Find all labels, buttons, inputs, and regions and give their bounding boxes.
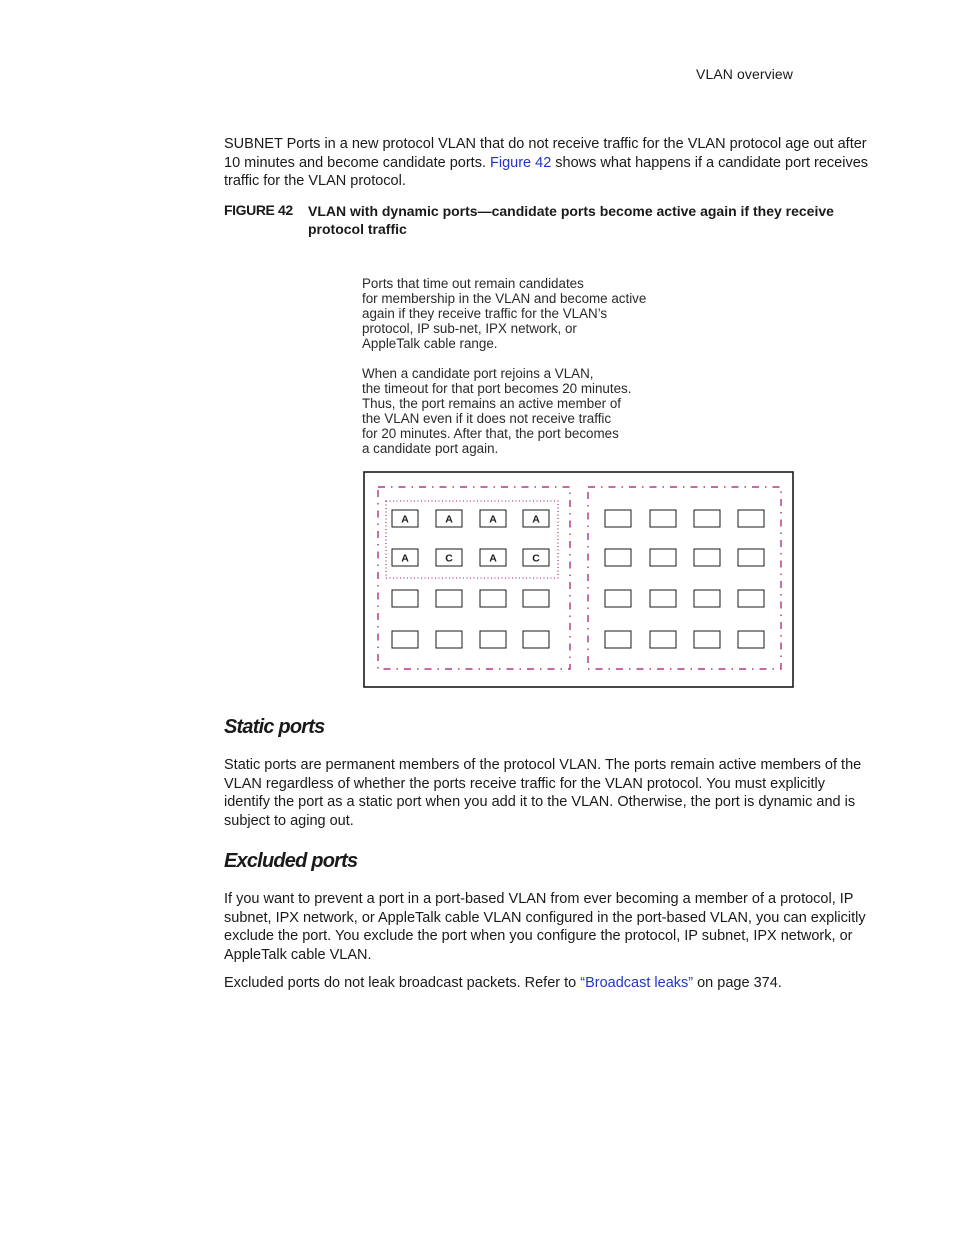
port-right-r4-c2	[650, 631, 676, 648]
port-left-r3-c2	[436, 590, 462, 607]
port-label: C	[532, 552, 540, 565]
ports-layer	[392, 510, 764, 648]
port-left-r1-c3	[480, 510, 506, 527]
port-left-r1-c2	[436, 510, 462, 527]
broadcast-leaks-link[interactable]: “Broadcast leaks”	[580, 975, 694, 991]
port-label: A	[445, 513, 453, 526]
port-left-r2-c2	[436, 549, 462, 566]
port-right-r4-c3	[694, 631, 720, 648]
port-right-r2-c2	[650, 549, 676, 566]
port-right-r1-c3	[694, 510, 720, 527]
port-right-r1-c2	[650, 510, 676, 527]
port-label: A	[489, 513, 497, 526]
intro-paragraph	[224, 135, 870, 191]
port-right-r4-c4	[738, 631, 764, 648]
port-right-r3-c3	[694, 590, 720, 607]
excluded-ports-body: If you want to prevent a port in a port-based VLAN from ever becoming a member of a protocol, IP subnet, IPX network, or AppleTalk cable VLAN configured in the port-based VLAN, you can explicitly exclude the port. You exclude the port when you configure the protocol, IP subnet, IPX network, or AppleTalk cable VLAN.	[224, 891, 866, 964]
port-left-r3-c1	[392, 590, 418, 607]
static-ports-body: Static ports are permanent members of the protocol VLAN. The ports remain active members of the VLAN regardless of whether the ports receive traffic for the VLAN protocol. You must explicitly identify the port as a static port when you add it to the VLAN. Otherwise, the port is dynamic and is subject to aging out.	[224, 757, 862, 830]
port-right-r3-c4	[738, 590, 764, 607]
figure-42-link[interactable]: Figure 42	[490, 154, 552, 171]
port-left-r3-c3	[480, 590, 506, 607]
figure-title: VLAN with dynamic ports—candidate ports become active again if they receive protocol traffic	[308, 203, 834, 237]
port-label: C	[445, 552, 453, 565]
port-left-r4-c4	[523, 631, 549, 648]
port-left-r1-c1	[392, 510, 418, 527]
figure-note-timeout: Ports that time out remain candidates for membership in the VLAN and become active again if they receive traffic for the VLAN’s protocol, IP sub-net, IPX network, or AppleTalk cable range.	[362, 276, 647, 351]
intro-text-1: SUBNET Ports in a new protocol VLAN that do not receive traffic for the VLAN protocol age out after 10 minutes and become candidate ports.	[224, 136, 867, 171]
port-left-r3-c4	[523, 590, 549, 607]
intro-text-2: shows what happens if a candidate port receives traffic for the VLAN protocol.	[224, 154, 869, 190]
reference-text-1: Excluded ports do not leak broadcast packets. Refer to	[224, 975, 581, 991]
running-header: VLAN overview	[696, 66, 794, 82]
port-left-r2-c1	[392, 549, 418, 566]
port-right-r1-c1	[605, 510, 631, 527]
static-ports-heading: Static ports	[224, 716, 325, 738]
figure-number: FIGURE 42	[224, 202, 293, 218]
port-label: A	[401, 552, 409, 565]
excluded-ports-heading: Excluded ports	[224, 850, 358, 872]
vlan-port-diagram	[363, 471, 794, 688]
port-left-r4-c1	[392, 631, 418, 648]
port-label: A	[532, 513, 540, 526]
port-label: A	[401, 513, 409, 526]
port-right-r2-c1	[605, 549, 631, 566]
excluded-ports-reference	[224, 974, 870, 993]
port-left-r2-c4	[523, 549, 549, 566]
port-left-r4-c2	[436, 631, 462, 648]
port-left-r2-c3	[480, 549, 506, 566]
port-right-r4-c1	[605, 631, 631, 648]
switch-frame	[364, 472, 793, 687]
port-right-r2-c3	[694, 549, 720, 566]
port-right-r3-c2	[650, 590, 676, 607]
figure-note-rejoin: When a candidate port rejoins a VLAN, the timeout for that port becomes 20 minutes. Thus, the port remains an active member of the VLAN even if it does not receive traffic for 20 minutes. After that, the port becomes a candidate port again.	[362, 366, 632, 456]
reference-text-2: on page 374.	[693, 975, 782, 991]
port-left-r4-c3	[480, 631, 506, 648]
port-right-r3-c1	[605, 590, 631, 607]
port-label: A	[489, 552, 497, 565]
port-right-r2-c4	[738, 549, 764, 566]
port-left-r1-c4	[523, 510, 549, 527]
port-right-r1-c4	[738, 510, 764, 527]
